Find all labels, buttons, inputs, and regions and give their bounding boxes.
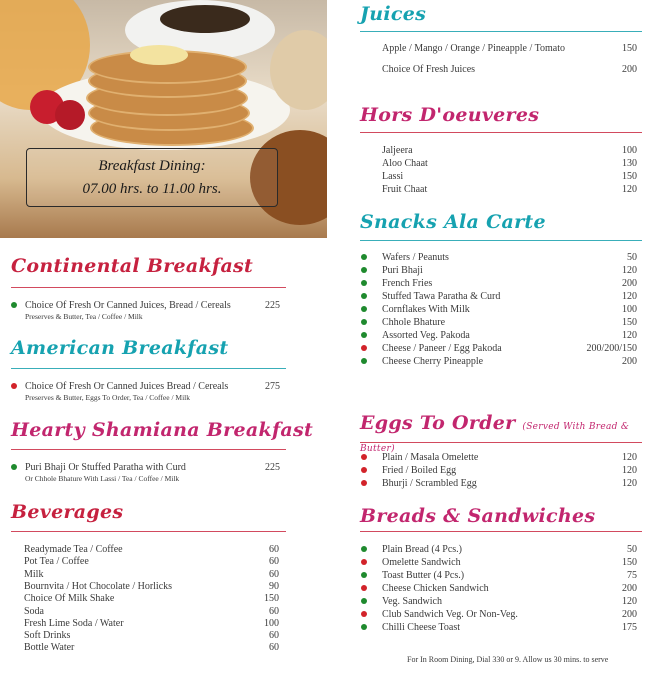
eggs-title-text: Eggs To Order: [360, 412, 516, 434]
item-name: Assorted Veg. Pakoda: [382, 330, 470, 341]
item-name: Cornflakes With Milk: [382, 304, 470, 315]
item-price: 60: [269, 605, 279, 617]
breakfast-photo: [0, 0, 327, 238]
continental-rule: [11, 287, 286, 288]
nonveg-icon: [361, 611, 367, 617]
banner-line-2: 07.00 hrs. to 11.00 hrs.: [82, 181, 222, 197]
juices-title: Juices: [360, 3, 427, 25]
snacks-rule: [360, 240, 642, 241]
item-name: Choice Of Fresh Or Canned Juices Bread / Cereals: [25, 381, 229, 392]
nonveg-icon: [361, 480, 367, 486]
beverages-title: Beverages: [11, 501, 124, 523]
item-price: 120: [622, 452, 637, 463]
nonveg-icon: [361, 585, 367, 591]
item-price: 120: [622, 465, 637, 476]
veg-icon: [361, 598, 367, 604]
eggs-title: [360, 412, 650, 456]
item-price: 120: [622, 330, 637, 341]
item-price: 200: [622, 583, 637, 594]
breads-rule: [360, 531, 642, 532]
item-name: Veg. Sandwich: [382, 596, 442, 607]
item-price: 200: [622, 609, 637, 620]
item-price: 60: [269, 544, 279, 555]
banner-line-1: Breakfast Dining:: [98, 158, 206, 174]
item-price: 120: [622, 291, 637, 302]
item-name: Bhurji / Scrambled Egg: [382, 478, 477, 489]
item-name: Bournvita / Hot Chocolate / Horlicks: [24, 580, 173, 592]
item-name: Soft Drinks: [24, 630, 71, 642]
item-price: 60: [269, 642, 279, 654]
veg-icon: [361, 254, 367, 260]
breakfast-hours-banner: [26, 148, 278, 207]
item-name: Choice Of Fresh Or Canned Juices, Bread / Cereals: [25, 300, 231, 311]
item-name: Choice Of Milk Shake: [24, 593, 115, 605]
hearty-detail: Or Chhole Bhature With Lassi / Tea / Coffee / Milk: [25, 474, 180, 483]
item-price: 120: [622, 596, 637, 607]
veg-icon: [361, 306, 367, 312]
room-service-note: For In Room Dining, Dial 330 or 9. Allow us 30 mins. to serve: [407, 655, 609, 664]
item-name: Fried / Boiled Egg: [382, 465, 457, 476]
breads-title: Breads & Sandwiches: [360, 505, 596, 527]
veg-icon: [11, 464, 17, 470]
item-price: 150: [264, 593, 279, 605]
item-price: 175: [622, 622, 637, 633]
item-price: 150: [622, 317, 637, 328]
item-name: Lassi: [382, 171, 404, 182]
item-price: 50: [627, 544, 637, 555]
american-rule: [11, 368, 286, 369]
item-name: Choice Of Fresh Juices: [382, 63, 476, 75]
veg-icon: [361, 293, 367, 299]
snacks-title: Snacks Ala Carte: [360, 211, 546, 233]
item-name: Jaljeera: [382, 145, 413, 156]
item-price: 90: [269, 580, 279, 592]
beverages-rule: [11, 531, 286, 532]
item-name: Fresh Lime Soda / Water: [24, 617, 124, 629]
hors-rule: [360, 132, 642, 133]
item-price: 120: [622, 265, 637, 276]
item-price: 60: [269, 568, 279, 580]
item-name: Soda: [24, 605, 44, 617]
item-name: Puri Bhaji Or Stuffed Paratha with Curd: [25, 462, 186, 473]
item-price: 200: [622, 278, 637, 289]
item-price: 100: [622, 304, 637, 315]
item-name: French Fries: [382, 278, 433, 289]
item-price: 75: [627, 570, 637, 581]
veg-icon: [361, 546, 367, 552]
nonveg-icon: [361, 345, 367, 351]
item-name: Wafers / Peanuts: [382, 252, 449, 263]
item-price: 50: [627, 252, 637, 263]
item-price: 60: [269, 630, 279, 642]
item-name: Omelette Sandwich: [382, 557, 461, 568]
item-price: 200/200/150: [586, 343, 637, 354]
item-name: Pot Tea / Coffee: [24, 556, 89, 568]
continental-detail: Preserves & Butter, Tea / Coffee / Milk: [25, 312, 143, 321]
item-name: Plain Bread (4 Pcs.): [382, 544, 462, 555]
hors-title: Hors D'oeuveres: [360, 104, 540, 126]
item-name: Cheese Cherry Pineapple: [382, 356, 484, 367]
item-price: 150: [622, 43, 637, 54]
veg-icon: [361, 358, 367, 364]
nonveg-icon: [361, 559, 367, 565]
item-name: Readymade Tea / Coffee: [24, 544, 123, 555]
item-name: Plain / Masala Omelette: [382, 452, 479, 463]
item-price: 120: [622, 184, 637, 195]
item-name: Aloo Chaat: [382, 158, 428, 169]
item-name: Cheese / Paneer / Egg Pakoda: [382, 343, 502, 354]
eggs-subtitle: (Served With Bread & Butter): [360, 422, 630, 454]
american-detail: Preserves & Butter, Eggs To Order, Tea / Coffee / Milk: [25, 393, 190, 402]
veg-icon: [361, 319, 367, 325]
hearty-title: Hearty Shamiana Breakfast: [11, 419, 314, 441]
veg-icon: [11, 302, 17, 308]
item-price: 60: [269, 556, 279, 568]
item-price: 130: [622, 158, 637, 169]
item-name: Puri Bhaji: [382, 265, 423, 276]
item-price: 200: [622, 63, 637, 75]
continental-title: Continental Breakfast: [11, 255, 254, 277]
item-name: Chhole Bhature: [382, 317, 446, 328]
hearty-rule: [11, 449, 286, 450]
veg-icon: [361, 624, 367, 630]
item-price: 150: [622, 557, 637, 568]
item-name: Apple / Mango / Orange / Pineapple / Tomato: [382, 43, 565, 54]
veg-icon: [361, 267, 367, 273]
item-name: Fruit Chaat: [382, 184, 428, 195]
item-price: 100: [622, 145, 637, 156]
veg-icon: [361, 280, 367, 286]
veg-icon: [361, 332, 367, 338]
american-title: American Breakfast: [11, 337, 229, 359]
item-price: 225: [265, 300, 280, 311]
item-price: 100: [264, 617, 279, 629]
item-price: 150: [622, 171, 637, 182]
item-price: 120: [622, 478, 637, 489]
item-price: 200: [622, 356, 637, 367]
item-price: 225: [265, 462, 280, 473]
nonveg-icon: [11, 383, 17, 389]
nonveg-icon: [361, 467, 367, 473]
item-name: Milk: [24, 568, 44, 580]
item-name: Bottle Water: [24, 642, 75, 654]
juices-rule: [360, 31, 642, 32]
item-name: Toast Butter (4 Pcs.): [382, 570, 465, 581]
veg-icon: [361, 572, 367, 578]
item-price: 275: [265, 381, 280, 392]
item-name: Chilli Cheese Toast: [382, 622, 460, 633]
item-name: Club Sandwich Veg. Or Non-Veg.: [382, 609, 518, 620]
nonveg-icon: [361, 454, 367, 460]
item-name: Stuffed Tawa Paratha & Curd: [382, 291, 501, 302]
item-name: Cheese Chicken Sandwich: [382, 583, 489, 594]
eggs-rule: [360, 442, 642, 443]
